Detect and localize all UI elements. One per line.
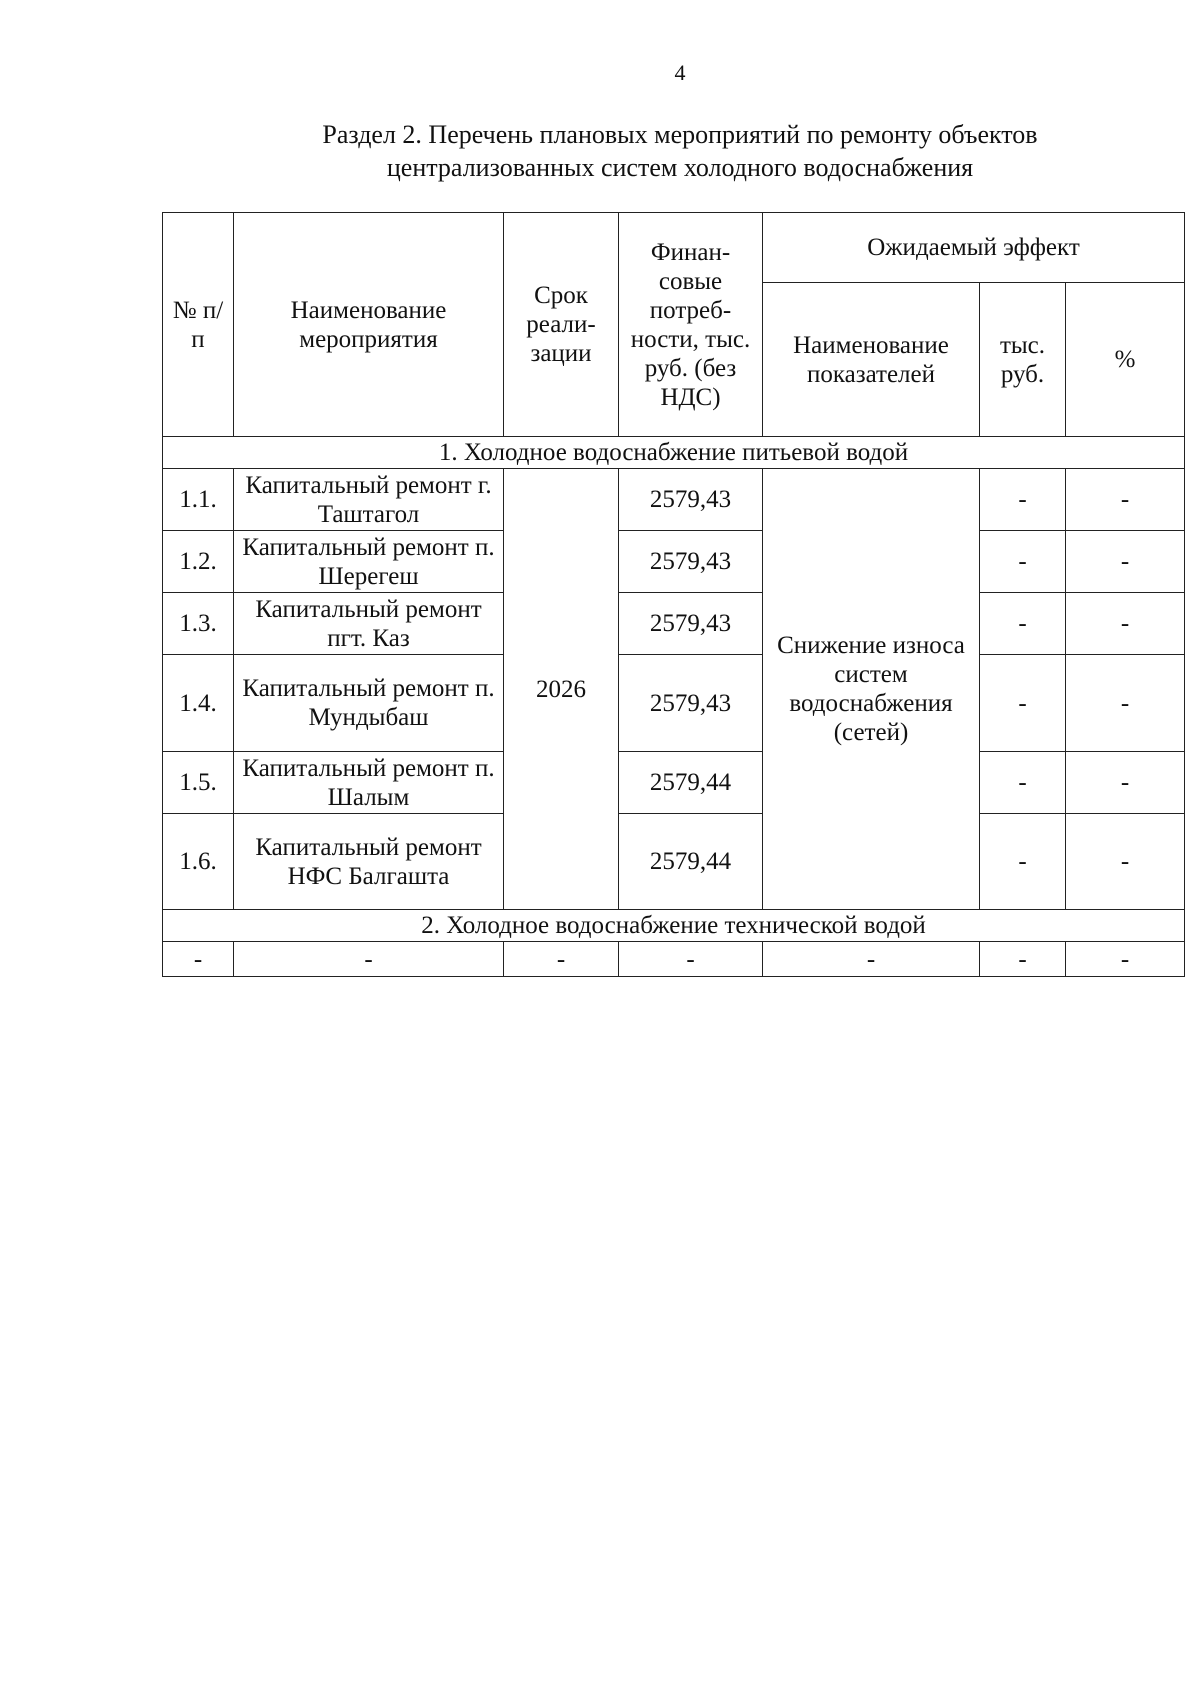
- empty-cell: -: [163, 942, 234, 977]
- row-thous: -: [980, 814, 1066, 910]
- empty-cell: -: [1066, 942, 1185, 977]
- empty-cell: -: [980, 942, 1066, 977]
- header-indicators: Наименование показателей: [763, 283, 980, 437]
- measures-table: [162, 212, 1185, 977]
- row-thous: -: [980, 469, 1066, 531]
- header-expected-effect: Ожидаемый эффект: [763, 213, 1185, 283]
- row-name: Капитальный ремонт п. Шерегеш: [234, 531, 504, 593]
- title-line-1: Раздел 2. Перечень плановых мероприятий по ремонту объектов: [322, 120, 1038, 149]
- row-name: Капитальный ремонт НФС Балгашта: [234, 814, 504, 910]
- empty-cell: -: [619, 942, 763, 977]
- row-name: Капитальный ремонт пгт. Каз: [234, 593, 504, 655]
- header-finance: Финан-совые потреб-ности, тыс. руб. (без НДС): [619, 213, 763, 437]
- section-2-title: 2. Холодное водоснабжение технической водой: [163, 910, 1185, 942]
- header-num: № п/п: [163, 213, 234, 437]
- row-percent: -: [1066, 752, 1185, 814]
- row-num: 1.2.: [163, 531, 234, 593]
- row-num: 1.3.: [163, 593, 234, 655]
- header-term: Срок реали-зации: [504, 213, 619, 437]
- empty-cell: -: [504, 942, 619, 977]
- row-num: 1.4.: [163, 655, 234, 752]
- empty-cell: -: [234, 942, 504, 977]
- row-finance: 2579,44: [619, 752, 763, 814]
- title-line-2: централизованных систем холодного водоснабжения: [386, 153, 974, 182]
- table-row: [163, 942, 1185, 977]
- header-name: Наименование мероприятия: [234, 213, 504, 437]
- empty-cell: -: [763, 942, 980, 977]
- row-thous: -: [980, 655, 1066, 752]
- row-percent: -: [1066, 593, 1185, 655]
- table-row: [163, 469, 1185, 531]
- section-1-effect: Снижение износа систем водоснабжения (сетей): [763, 469, 980, 910]
- row-num: 1.6.: [163, 814, 234, 910]
- row-percent: -: [1066, 531, 1185, 593]
- table-row: [163, 752, 1185, 814]
- section-row: [163, 437, 1185, 469]
- row-percent: -: [1066, 655, 1185, 752]
- row-num: 1.5.: [163, 752, 234, 814]
- row-finance: 2579,43: [619, 655, 763, 752]
- row-finance: 2579,43: [619, 593, 763, 655]
- table-row: [163, 814, 1185, 910]
- table-row: [163, 655, 1185, 752]
- row-name: Капитальный ремонт п. Шалым: [234, 752, 504, 814]
- header-percent: %: [1066, 283, 1185, 437]
- row-thous: -: [980, 752, 1066, 814]
- row-finance: 2579,43: [619, 469, 763, 531]
- page-number: 4: [674, 60, 686, 85]
- document-title: [150, 118, 1200, 184]
- row-finance: 2579,43: [619, 531, 763, 593]
- row-percent: -: [1066, 814, 1185, 910]
- row-thous: -: [980, 531, 1066, 593]
- row-name: Капитальный ремонт п. Мундыбаш: [234, 655, 504, 752]
- row-percent: -: [1066, 469, 1185, 531]
- header-thous-rub: тыс. руб.: [980, 283, 1066, 437]
- table-row: [163, 531, 1185, 593]
- row-thous: -: [980, 593, 1066, 655]
- row-finance: 2579,44: [619, 814, 763, 910]
- row-num: 1.1.: [163, 469, 234, 531]
- section-1-term: 2026: [504, 469, 619, 910]
- section-1-title: 1. Холодное водоснабжение питьевой водой: [163, 437, 1185, 469]
- table-row: [163, 593, 1185, 655]
- section-row: [163, 910, 1185, 942]
- header-row: [163, 213, 1185, 283]
- row-name: Капитальный ремонт г. Таштагол: [234, 469, 504, 531]
